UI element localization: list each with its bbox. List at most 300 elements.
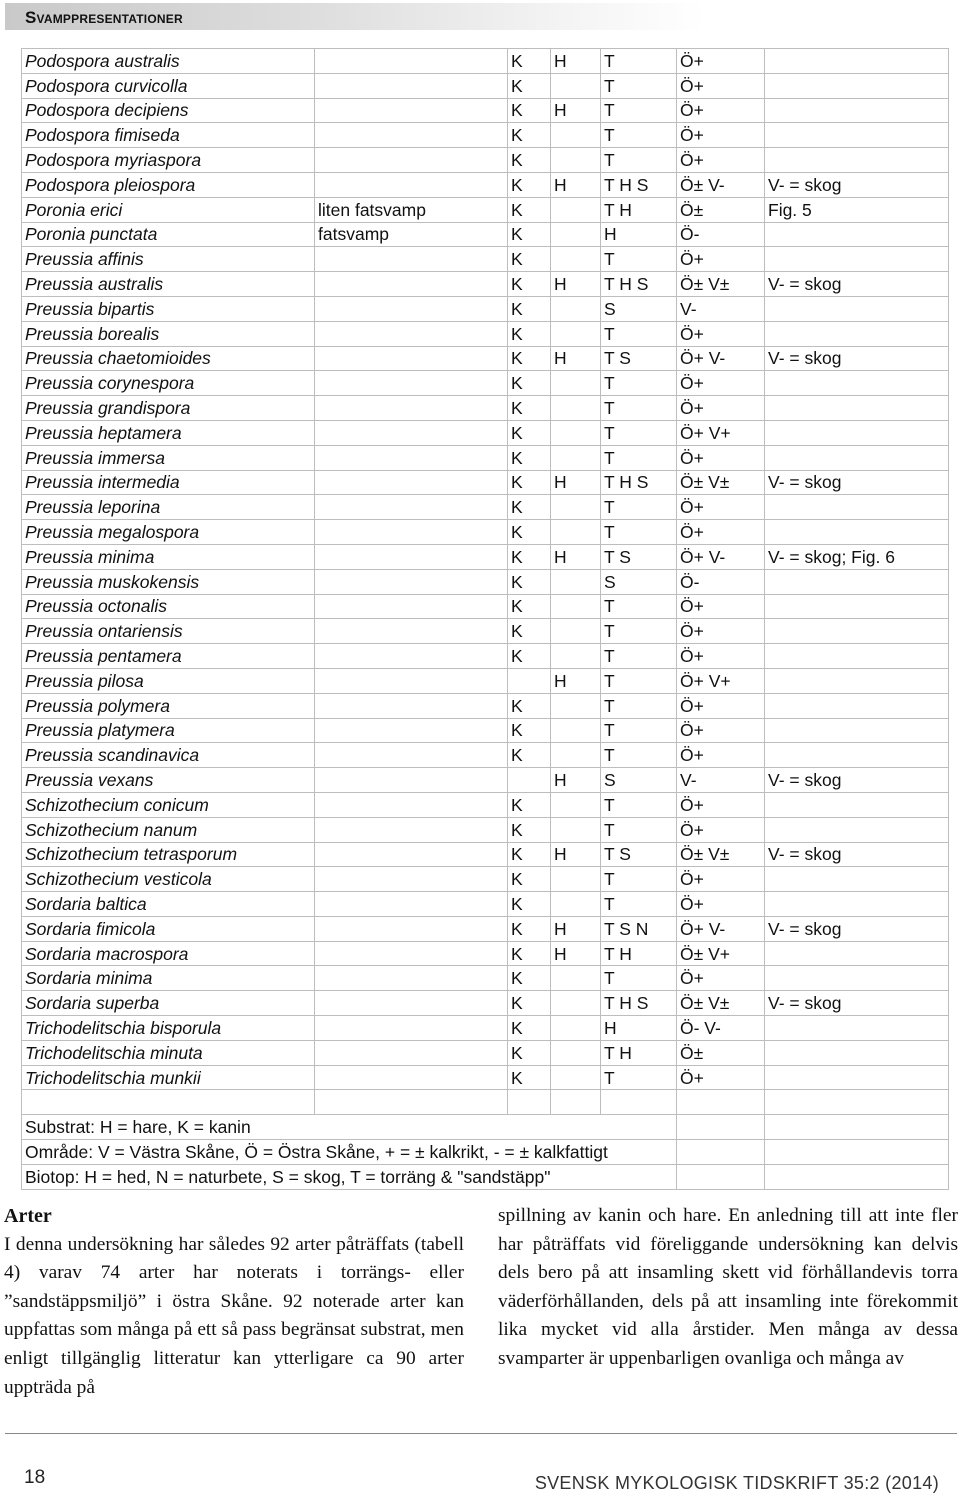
biotope-cell: T [601,966,677,991]
section-heading: Arter [4,1205,52,1227]
note-cell [765,321,949,346]
substrate-k-cell [508,768,551,793]
note-cell: V- = skog [765,768,949,793]
common-name-cell [315,123,508,148]
note-cell: V- = skog [765,172,949,197]
substrate-h-cell: H [551,98,601,123]
legend-text: Biotop: H = hed, N = naturbete, S = skog, T = torräng & "sandstäpp" [22,1164,677,1189]
substrate-h-cell [551,296,601,321]
common-name-cell [315,1040,508,1065]
substrate-k-cell: K [508,148,551,173]
region-cell: Ö+ V- [677,544,765,569]
species-name-cell: Podospora australis [22,49,315,74]
substrate-k-cell: K [508,842,551,867]
substrate-h-cell [551,867,601,892]
page-number: 18 [24,1467,46,1488]
species-name-cell: Trichodelitschia munkii [22,1065,315,1090]
table-row [22,594,949,619]
biotope-cell: T H S [601,991,677,1016]
substrate-k-cell: K [508,321,551,346]
biotope-cell: T [601,49,677,74]
region-cell: Ö+ [677,1065,765,1090]
note-cell [765,420,949,445]
substrate-k-cell: K [508,916,551,941]
substrate-h-cell [551,197,601,222]
region-cell: Ö+ [677,520,765,545]
note-cell [765,966,949,991]
substrate-k-cell: K [508,544,551,569]
legend-body [22,1090,949,1189]
substrate-k-cell: K [508,495,551,520]
common-name-cell: fatsvamp [315,222,508,247]
species-name-cell: Preussia immersa [22,445,315,470]
substrate-h-cell [551,817,601,842]
species-name-cell: Preussia intermedia [22,470,315,495]
substrate-k-cell: K [508,396,551,421]
biotope-cell: T [601,420,677,445]
substrate-k-cell: K [508,73,551,98]
substrate-h-cell [551,792,601,817]
substrate-h-cell [551,991,601,1016]
empty-cell [508,1090,551,1115]
substrate-k-cell: K [508,98,551,123]
common-name-cell [315,247,508,272]
table-row [22,396,949,421]
biotope-cell: H [601,1016,677,1041]
note-cell [765,247,949,272]
region-cell: Ö+ [677,619,765,644]
substrate-h-cell [551,420,601,445]
empty-cell [601,1090,677,1115]
species-table [21,48,949,1190]
table-row [22,644,949,669]
common-name-cell [315,916,508,941]
substrate-h-cell [551,1016,601,1041]
species-name-cell: Podospora fimiseda [22,123,315,148]
table-row [22,148,949,173]
common-name-cell [315,321,508,346]
empty-cell [765,1164,949,1189]
substrate-h-cell [551,321,601,346]
substrate-k-cell: K [508,619,551,644]
common-name-cell [315,867,508,892]
substrate-h-cell [551,644,601,669]
region-cell: Ö± V± [677,842,765,867]
table-row [22,916,949,941]
species-name-cell: Sordaria superba [22,991,315,1016]
note-cell [765,867,949,892]
note-cell [765,1016,949,1041]
region-cell: Ö+ [677,892,765,917]
biotope-cell: T [601,644,677,669]
common-name-cell [315,1065,508,1090]
note-cell [765,817,949,842]
region-cell: Ö+ V- [677,346,765,371]
region-cell: Ö+ [677,123,765,148]
note-cell [765,123,949,148]
region-cell: Ö+ [677,321,765,346]
note-cell [765,296,949,321]
biotope-cell: T [601,743,677,768]
region-cell: Ö+ [677,148,765,173]
table-row [22,123,949,148]
substrate-h-cell: H [551,941,601,966]
region-cell: Ö+ [677,594,765,619]
biotope-cell: T [601,445,677,470]
region-cell: Ö+ [677,49,765,74]
substrate-k-cell: K [508,420,551,445]
biotope-cell: T H [601,197,677,222]
substrate-h-cell: H [551,916,601,941]
substrate-h-cell [551,693,601,718]
substrate-k-cell: K [508,817,551,842]
substrate-h-cell [551,966,601,991]
region-cell: Ö+ V+ [677,420,765,445]
table-row [22,272,949,297]
biotope-cell: T [601,396,677,421]
common-name-cell [315,693,508,718]
region-cell: Ö± V- [677,172,765,197]
note-cell: V- = skog [765,916,949,941]
substrate-h-cell: H [551,768,601,793]
species-name-cell: Sordaria baltica [22,892,315,917]
substrate-k-cell: K [508,792,551,817]
common-name-cell [315,718,508,743]
common-name-cell [315,73,508,98]
note-cell [765,892,949,917]
region-cell: Ö+ [677,817,765,842]
substrate-k-cell: K [508,197,551,222]
common-name-cell [315,520,508,545]
substrate-h-cell [551,396,601,421]
common-name-cell [315,966,508,991]
substrate-k-cell: K [508,272,551,297]
species-name-cell: Schizothecium nanum [22,817,315,842]
note-cell [765,718,949,743]
substrate-k-cell: K [508,892,551,917]
article-right-column [498,1202,958,1374]
substrate-h-cell [551,743,601,768]
note-cell: Fig. 5 [765,197,949,222]
common-name-cell [315,445,508,470]
journal-title: SVENSK MYKOLOGISK TIDSKRIFT 35:2 (2014) [534,1473,939,1493]
species-table-body [22,49,949,1090]
substrate-k-cell: K [508,296,551,321]
region-cell: Ö+ [677,73,765,98]
substrate-k-cell: K [508,49,551,74]
table-row [22,98,949,123]
region-cell: Ö+ [677,693,765,718]
note-cell [765,98,949,123]
substrate-k-cell: K [508,594,551,619]
biotope-cell: T [601,693,677,718]
substrate-k-cell: K [508,1040,551,1065]
substrate-h-cell [551,495,601,520]
note-cell: V- = skog; Fig. 6 [765,544,949,569]
table-row [22,619,949,644]
empty-cell [765,1115,949,1140]
species-name-cell: Preussia borealis [22,321,315,346]
region-cell: Ö+ [677,371,765,396]
region-cell: Ö+ [677,966,765,991]
substrate-k-cell: K [508,743,551,768]
common-name-cell [315,941,508,966]
biotope-cell: T S N [601,916,677,941]
common-name-cell [315,569,508,594]
substrate-k-cell: K [508,222,551,247]
region-cell: Ö+ [677,718,765,743]
legend-row [22,1164,949,1189]
common-name-cell [315,346,508,371]
species-name-cell: Preussia corynespora [22,371,315,396]
substrate-k-cell: K [508,1065,551,1090]
substrate-h-cell: H [551,272,601,297]
note-cell: V- = skog [765,346,949,371]
substrate-h-cell [551,247,601,272]
substrate-h-cell: H [551,172,601,197]
table-row [22,867,949,892]
table-row [22,520,949,545]
substrate-k-cell: K [508,371,551,396]
table-row [22,569,949,594]
note-cell [765,693,949,718]
empty-cell [677,1140,765,1165]
common-name-cell [315,1016,508,1041]
biotope-cell: T [601,619,677,644]
common-name-cell [315,619,508,644]
substrate-h-cell: H [551,346,601,371]
common-name-cell [315,172,508,197]
substrate-k-cell: K [508,718,551,743]
region-cell: Ö± V+ [677,941,765,966]
species-name-cell: Sordaria minima [22,966,315,991]
species-name-cell: Poronia punctata [22,222,315,247]
species-name-cell: Trichodelitschia minuta [22,1040,315,1065]
region-cell: Ö± [677,197,765,222]
biotope-cell: T [601,867,677,892]
biotope-cell: T [601,321,677,346]
common-name-cell [315,743,508,768]
species-name-cell: Schizothecium vesticola [22,867,315,892]
common-name-cell [315,544,508,569]
empty-cell [315,1090,508,1115]
common-name-cell [315,892,508,917]
table-row [22,445,949,470]
substrate-h-cell [551,718,601,743]
table-row [22,49,949,74]
species-name-cell: Podospora curvicolla [22,73,315,98]
common-name-cell [315,991,508,1016]
biotope-cell: T [601,520,677,545]
region-cell: Ö- [677,569,765,594]
common-name-cell [315,49,508,74]
table-row [22,941,949,966]
substrate-k-cell: K [508,470,551,495]
species-name-cell: Preussia pilosa [22,668,315,693]
biotope-cell: T [601,792,677,817]
table-row [22,1065,949,1090]
region-cell: Ö+ [677,743,765,768]
table-row [22,172,949,197]
note-cell [765,619,949,644]
note-cell: V- = skog [765,272,949,297]
species-name-cell: Preussia minima [22,544,315,569]
substrate-h-cell: H [551,49,601,74]
note-cell [765,941,949,966]
biotope-cell: T H S [601,172,677,197]
note-cell [765,520,949,545]
common-name-cell [315,296,508,321]
biotope-cell: T [601,817,677,842]
region-cell: Ö+ [677,247,765,272]
common-name-cell [315,768,508,793]
common-name-cell [315,148,508,173]
table-row [22,668,949,693]
empty-cell [22,1090,315,1115]
substrate-h-cell [551,73,601,98]
note-cell [765,371,949,396]
species-name-cell: Preussia scandinavica [22,743,315,768]
left-column-text: I denna undersökning har således 92 arter påträffats (tabell 4) varav 74 arter har noterats i torrängs- eller ”sandstäppsmiljö” i östra Skåne. 92 noterade arter kan uppfattas som många på ett så pass begränsat substrat, men enligt tillgänglig litteratur kan ytterligare ca 90 arter uppträda på [4,1233,464,1398]
table-row [22,296,949,321]
region-cell: Ö- [677,222,765,247]
note-cell: V- = skog [765,470,949,495]
substrate-k-cell: K [508,123,551,148]
species-name-cell: Preussia leporina [22,495,315,520]
biotope-cell: T H S [601,272,677,297]
table-row [22,1040,949,1065]
species-name-cell: Preussia polymera [22,693,315,718]
region-cell: Ö+ [677,495,765,520]
empty-cell [677,1090,765,1115]
table-row [22,321,949,346]
table-row [22,792,949,817]
note-cell [765,569,949,594]
common-name-cell [315,470,508,495]
species-name-cell: Preussia bipartis [22,296,315,321]
common-name-cell [315,272,508,297]
region-cell: Ö+ [677,867,765,892]
substrate-h-cell [551,594,601,619]
table-row [22,197,949,222]
species-name-cell: Sordaria macrospora [22,941,315,966]
substrate-h-cell: H [551,668,601,693]
note-cell [765,396,949,421]
note-cell [765,495,949,520]
biotope-cell: T [601,371,677,396]
region-cell: Ö+ V- [677,916,765,941]
substrate-h-cell [551,569,601,594]
table-row [22,544,949,569]
region-cell: Ö+ [677,396,765,421]
common-name-cell: liten fatsvamp [315,197,508,222]
table-row [22,470,949,495]
common-name-cell [315,644,508,669]
species-name-cell: Schizothecium tetrasporum [22,842,315,867]
table-row [22,817,949,842]
substrate-k-cell: K [508,520,551,545]
substrate-h-cell [551,520,601,545]
substrate-h-cell: H [551,842,601,867]
substrate-k-cell: K [508,941,551,966]
table-row [22,768,949,793]
table-row [22,718,949,743]
note-cell [765,668,949,693]
region-cell: Ö+ [677,98,765,123]
legend-text: Område: V = Västra Skåne, Ö = Östra Skåne, + = ± kalkrikt, - = ± kalkfattigt [22,1140,677,1165]
biotope-cell: T H S [601,470,677,495]
empty-cell [551,1090,601,1115]
section-header-bar [5,3,705,30]
table-row [22,222,949,247]
common-name-cell [315,98,508,123]
species-name-cell: Podospora myriaspora [22,148,315,173]
biotope-cell: T [601,718,677,743]
table-row [22,247,949,272]
biotope-cell: T H [601,1040,677,1065]
species-name-cell: Preussia muskokensis [22,569,315,594]
substrate-h-cell [551,1040,601,1065]
common-name-cell [315,792,508,817]
substrate-k-cell: K [508,1016,551,1041]
table-row [22,892,949,917]
species-name-cell: Preussia megalospora [22,520,315,545]
region-cell: Ö± V± [677,272,765,297]
region-cell: V- [677,768,765,793]
substrate-h-cell: H [551,470,601,495]
note-cell [765,644,949,669]
legend-text: Substrat: H = hare, K = kanin [22,1115,677,1140]
spacer-row [22,1090,949,1115]
table-row [22,842,949,867]
region-cell: Ö± V± [677,470,765,495]
species-name-cell: Podospora decipiens [22,98,315,123]
table-row [22,1016,949,1041]
biotope-cell: T H [601,941,677,966]
species-name-cell: Preussia vexans [22,768,315,793]
common-name-cell [315,842,508,867]
note-cell [765,1040,949,1065]
biotope-cell: T [601,247,677,272]
substrate-k-cell: K [508,693,551,718]
species-name-cell: Preussia australis [22,272,315,297]
substrate-k-cell: K [508,991,551,1016]
species-name-cell: Podospora pleiospora [22,172,315,197]
note-cell [765,743,949,768]
species-name-cell: Preussia ontariensis [22,619,315,644]
substrate-k-cell: K [508,445,551,470]
common-name-cell [315,594,508,619]
species-name-cell: Preussia chaetomioides [22,346,315,371]
table-row [22,346,949,371]
biotope-cell: H [601,222,677,247]
species-name-cell: Sordaria fimicola [22,916,315,941]
note-cell [765,792,949,817]
legend-row [22,1115,949,1140]
empty-cell [765,1140,949,1165]
biotope-cell: T S [601,346,677,371]
region-cell: Ö+ [677,644,765,669]
note-cell: V- = skog [765,842,949,867]
biotope-cell: T S [601,842,677,867]
common-name-cell [315,817,508,842]
biotope-cell: S [601,296,677,321]
section-label: Svamppresentationer [25,8,183,27]
biotope-cell: T S [601,544,677,569]
common-name-cell [315,420,508,445]
region-cell: Ö+ [677,792,765,817]
substrate-k-cell: K [508,644,551,669]
